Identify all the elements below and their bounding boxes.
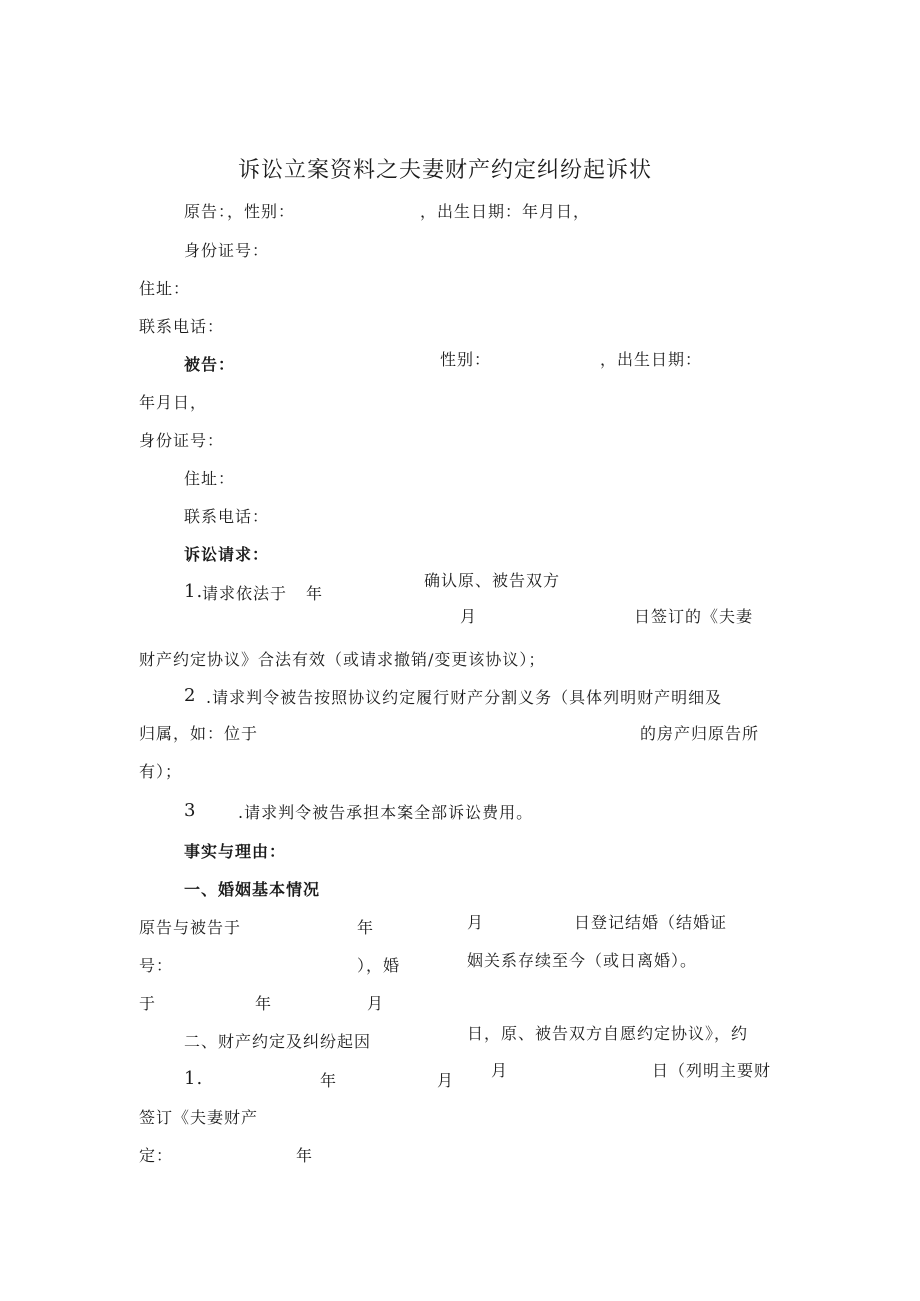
marriage-text-f: 于 [139,994,157,1013]
property-1-text-c: 签订《夫妻财产 [139,1108,259,1127]
claim-2-text-a: .请求判令被告按照协议约定履行财产分割义务（具体列明财产明细及 [206,688,723,707]
section-2-heading: 二、财产约定及纠纷起因 [184,1032,372,1051]
defendant-gender: 性别： [440,350,492,369]
property-1-month: 月 [437,1071,455,1090]
property-1-year: 年 [320,1071,338,1090]
claim-1-text-d: 财产约定协议》合法有效（或请求撤销/变更该协议）； [139,650,546,669]
plaintiff-id-number: 身份证号： [184,241,270,260]
marriage-text-b: 日登记结婚（结婚证 [574,913,728,932]
defendant-birth-date: ，出生日期： [600,350,703,369]
plaintiff-address: 住址： [139,279,191,298]
claim-2-text-c: 的房产归原告所 [640,724,760,743]
marriage-month-2: 月 [367,994,385,1013]
defendant-birth-date-cont: 年月日， [139,393,208,412]
defendant-label: 被告： [184,355,236,374]
property-1-year-2: 年 [296,1146,314,1165]
marriage-text-c: 号： [139,956,174,975]
facts-heading: 事实与理由： [184,842,287,861]
section-1-heading: 一、婚姻基本情况 [184,880,321,899]
claim-2-number: 2 [184,685,197,706]
defendant-address: 住址： [184,469,236,488]
marriage-year-2: 年 [255,994,273,1013]
page-title: 诉讼立案资料之夫妻财产约定纠纷起诉状 [238,158,653,183]
marriage-text-a: 原告与被告于 [139,918,242,937]
plaintiff-birth-date: ，出生日期：年月日， [420,202,591,221]
claim-1-text-b: 确认原、被告双方 [424,571,561,590]
property-1-text-b: 日（列明主要财 [652,1061,772,1080]
section-2-text-b: 日，原、被告双方自愿约定协议》，约 [467,1024,749,1043]
claim-3-number: 3 [184,800,197,821]
claim-1-month: 月 [460,607,478,626]
plaintiff-name-gender: 原告：，性别： [184,202,296,221]
claim-1-text-a: 请求依法于 [202,584,288,603]
property-1-number: 1. [184,1068,204,1089]
defendant-phone: 联系电话： [184,507,270,526]
claim-2-text-d: 有）； [139,762,183,781]
marriage-text-d: ），婚 [357,956,401,975]
claim-2-text-b: 归属，如：位于 [139,724,259,743]
property-1-month-2: 月 [491,1061,509,1080]
marriage-year: 年 [357,918,375,937]
claims-heading: 诉讼请求： [184,545,270,564]
claim-1-text-c: 日签订的《夫妻 [634,607,754,626]
defendant-id-number: 身份证号： [139,431,225,450]
property-1-text-d: 定： [139,1146,174,1165]
claim-1-number: 1. [184,581,204,602]
plaintiff-phone: 联系电话： [139,317,225,336]
marriage-month: 月 [467,913,485,932]
claim-1-year: 年 [306,584,324,603]
claim-3-text: .请求判令被告承担本案全部诉讼费用。 [238,803,534,822]
marriage-text-e: 姻关系存续至今（或日离婚）。 [467,951,698,970]
